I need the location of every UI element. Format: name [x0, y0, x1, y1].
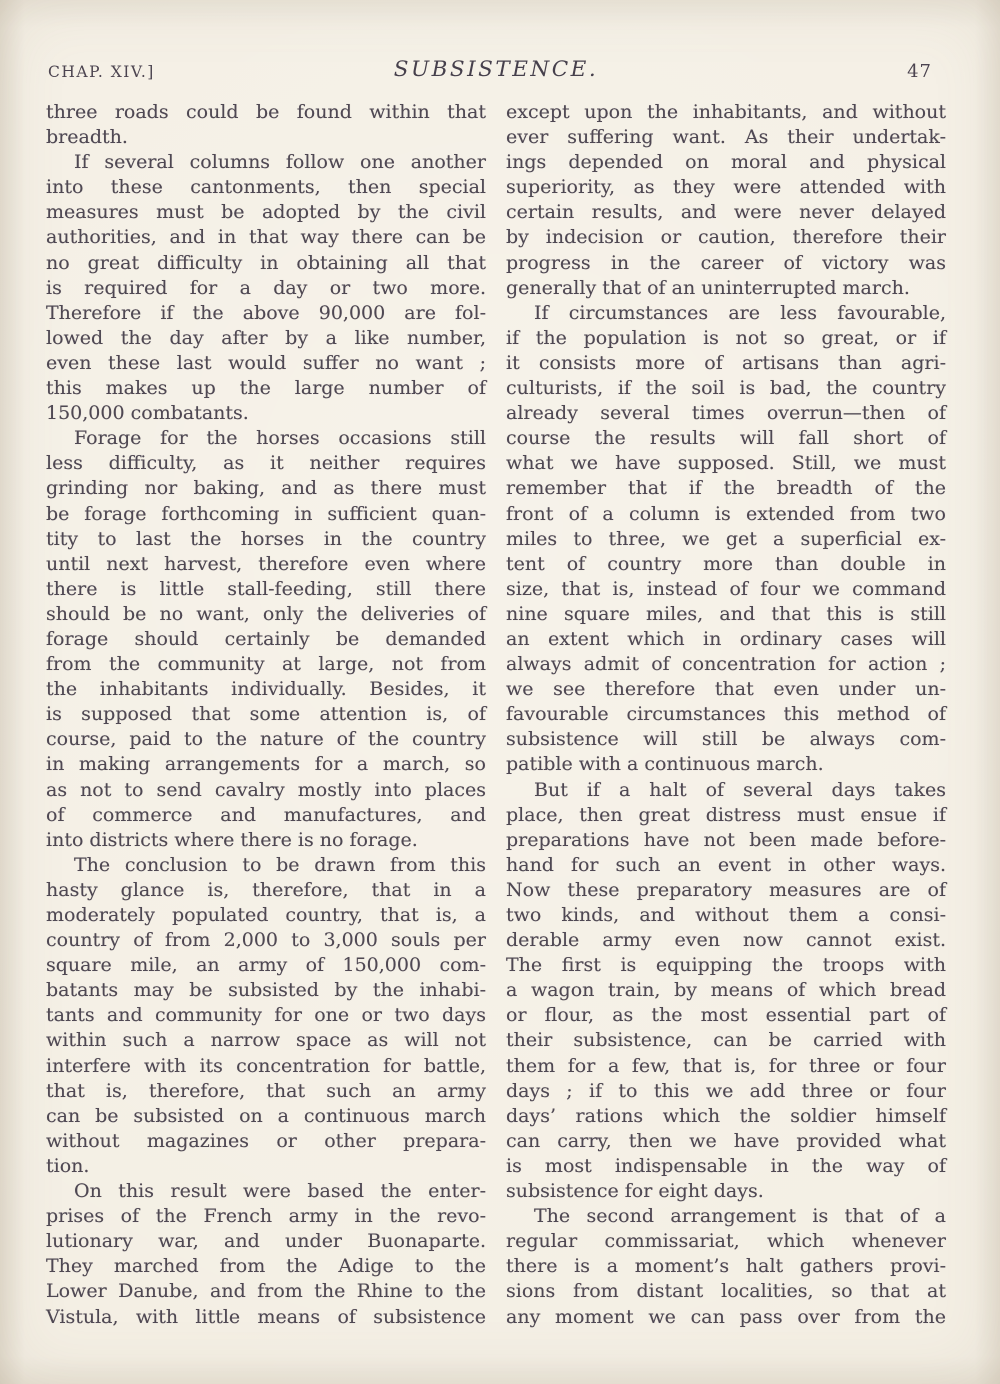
text-line: prises of the French army in the revo- — [46, 1205, 486, 1228]
text-line: into these cantonments, then special — [46, 176, 486, 199]
page-header — [46, 57, 946, 87]
text-line: an extent which in ordinary cases will — [506, 627, 946, 650]
text-line: of commerce and manufactures, and — [46, 803, 486, 826]
text-line: preparations have not been made before- — [506, 828, 946, 851]
text-line: as not to send cavalry mostly into places — [46, 778, 486, 801]
text-line: On this result were based the enter- — [74, 1180, 486, 1203]
left-column — [46, 100, 486, 1330]
text-line: sions from distant localities, so that at — [506, 1280, 946, 1303]
text-line: course, paid to the nature of the country — [46, 728, 486, 751]
text-line: or flour, as the most essential part of — [506, 1004, 946, 1027]
text-line: place, then great distress must ensue if — [506, 803, 946, 826]
page-title: SUBSISTENCE. — [393, 57, 599, 82]
text-line: interfere with its concentration for battle, — [46, 1054, 486, 1077]
text-line: already several times overrun—then of — [506, 402, 946, 425]
text-line: is supposed that some attention is, of — [46, 703, 486, 726]
text-line: be forage forthcoming in sufficient quan- — [46, 502, 486, 525]
text-line: is required for a day or two more. — [46, 276, 486, 299]
text-line: culturists, if the soil is bad, the country — [506, 377, 946, 400]
text-line: miles to three, we get a superficial ex- — [506, 527, 946, 550]
text-line: in making arrangements for a march, so — [46, 753, 486, 776]
text-line: hasty glance is, therefore, that in a — [46, 878, 486, 901]
text-line: subsistence will still be always com- — [506, 728, 946, 751]
text-line: generally that of an uninterrupted march. — [506, 276, 910, 299]
text-line: until next harvest, therefore even where — [46, 552, 486, 575]
text-line: a wagon train, by means of which bread — [506, 979, 946, 1002]
text-line: always admit of concentration for action ; — [506, 653, 946, 676]
text-line: patible with a continuous march. — [506, 753, 824, 776]
text-line: what we have supposed. Still, we must — [506, 452, 946, 475]
text-line: authorities, and in that way there can be — [46, 226, 486, 249]
text-line: size, that is, instead of four we command — [506, 577, 946, 600]
text-line: remember that if the breadth of the — [506, 477, 946, 500]
text-line: Lower Danube, and from the Rhine to the — [46, 1280, 486, 1303]
text-line: there is a moment’s halt gathers provi- — [506, 1255, 946, 1278]
text-line: measures must be adopted by the civil — [46, 201, 486, 224]
text-line: days’ rations which the soldier himself — [506, 1104, 946, 1127]
text-line: should be no want, only the deliveries of — [46, 602, 486, 625]
text-line: tion. — [46, 1154, 90, 1177]
text-line: subsistence for eight days. — [506, 1180, 764, 1203]
text-line: square mile, an army of 150,000 com- — [46, 954, 486, 977]
text-line: course the results will fall short of — [506, 427, 946, 450]
text-line: the inhabitants individually. Besides, it — [46, 678, 486, 701]
text-line: there is little stall-feeding, still there — [46, 577, 486, 600]
text-line: country of from 2,000 to 3,000 souls per — [46, 929, 486, 952]
text-line: tent of country more than double in — [506, 552, 946, 575]
text-line: days ; if to this we add three or four — [506, 1079, 946, 1102]
text-line: Therefore if the above 90,000 are fol- — [46, 301, 486, 324]
page-number: 47 — [907, 61, 932, 82]
text-line: favourable circumstances this method of — [506, 703, 946, 726]
text-line: tants and community for one or two days — [46, 1004, 486, 1027]
text-line: If several columns follow one another — [74, 151, 486, 174]
text-line: But if a halt of several days takes — [534, 778, 946, 801]
text-line: them for a few, that is, for three or four — [506, 1054, 946, 1077]
text-line: batants may be subsisted by the inhabi- — [46, 979, 486, 1002]
text-line: their subsistence, can be carried with — [506, 1029, 946, 1052]
text-line: except upon the inhabitants, and without — [506, 101, 946, 123]
text-line: that is, therefore, that such an army — [46, 1079, 486, 1102]
text-line: Vistula, with little means of subsistence — [46, 1305, 486, 1328]
text-line: even these last would suffer no want ; — [46, 351, 486, 374]
text-line: derable army even now cannot exist. — [506, 929, 946, 952]
text-line: nine square miles, and that this is still — [506, 602, 946, 625]
text-line: breadth. — [46, 126, 128, 149]
text-line: two kinds, and without them a consi- — [506, 904, 946, 926]
text-line: into districts where there is no forage. — [46, 828, 418, 851]
text-line: lowed the day after by a like number, — [46, 326, 486, 349]
text-line: can be subsisted on a continuous march — [46, 1104, 486, 1127]
text-line: without magazines or other prepara- — [46, 1129, 486, 1152]
text-line: The second arrangement is that of a — [534, 1205, 946, 1228]
text-line: moderately populated country, that is, a — [46, 904, 486, 926]
text-line: it consists more of artisans than agri- — [506, 351, 946, 374]
text-line: The conclusion to be drawn from this — [74, 853, 486, 876]
text-line: we see therefore that even under un- — [506, 678, 946, 701]
text-line: is most indispensable in the way of — [506, 1154, 946, 1177]
text-line: superiority, as they were attended with — [506, 176, 946, 199]
text-line: If circumstances are less favourable, — [534, 301, 946, 324]
text-line: less difficulty, as it neither requires — [46, 452, 486, 475]
text-columns — [46, 100, 946, 1330]
text-line: any moment we can pass over from the — [506, 1305, 946, 1328]
text-line: They marched from the Adige to the — [46, 1255, 486, 1278]
text-line: by indecision or caution, therefore their — [506, 226, 946, 249]
text-line: hand for such an event in other ways. — [506, 853, 946, 876]
text-line: can carry, then we have provided what — [506, 1129, 946, 1152]
text-line: grinding nor baking, and as there must — [46, 477, 486, 500]
text-line: lutionary war, and under Buonaparte. — [46, 1230, 486, 1253]
text-line: no great difficulty in obtaining all that — [46, 251, 486, 274]
text-line: front of a column is extended from two — [506, 502, 946, 525]
right-column — [506, 100, 946, 1330]
text-line: tity to last the horses in the country — [46, 527, 486, 550]
text-line: regular commissariat, which whenever — [506, 1230, 946, 1253]
text-line: Now these preparatory measures are of — [506, 878, 946, 901]
text-line: certain results, and were never delayed — [506, 201, 946, 224]
text-line: The first is equipping the troops with — [506, 954, 946, 977]
text-line: three roads could be found within that — [46, 101, 486, 123]
text-line: Forage for the horses occasions still — [74, 427, 486, 450]
text-line: 150,000 combatants. — [46, 402, 249, 425]
text-line: if the population is not so great, or if — [506, 326, 946, 349]
text-line: from the community at large, not from — [46, 653, 486, 676]
text-line: this makes up the large number of — [46, 377, 486, 400]
text-line: ings depended on moral and physical — [506, 151, 946, 174]
text-line: within such a narrow space as will not — [46, 1029, 486, 1052]
chapter-label: CHAP. XIV.] — [48, 63, 155, 81]
text-line: forage should certainly be demanded — [46, 627, 486, 650]
text-line: ever suffering want. As their undertak- — [506, 126, 946, 149]
text-line: progress in the career of victory was — [506, 251, 946, 274]
